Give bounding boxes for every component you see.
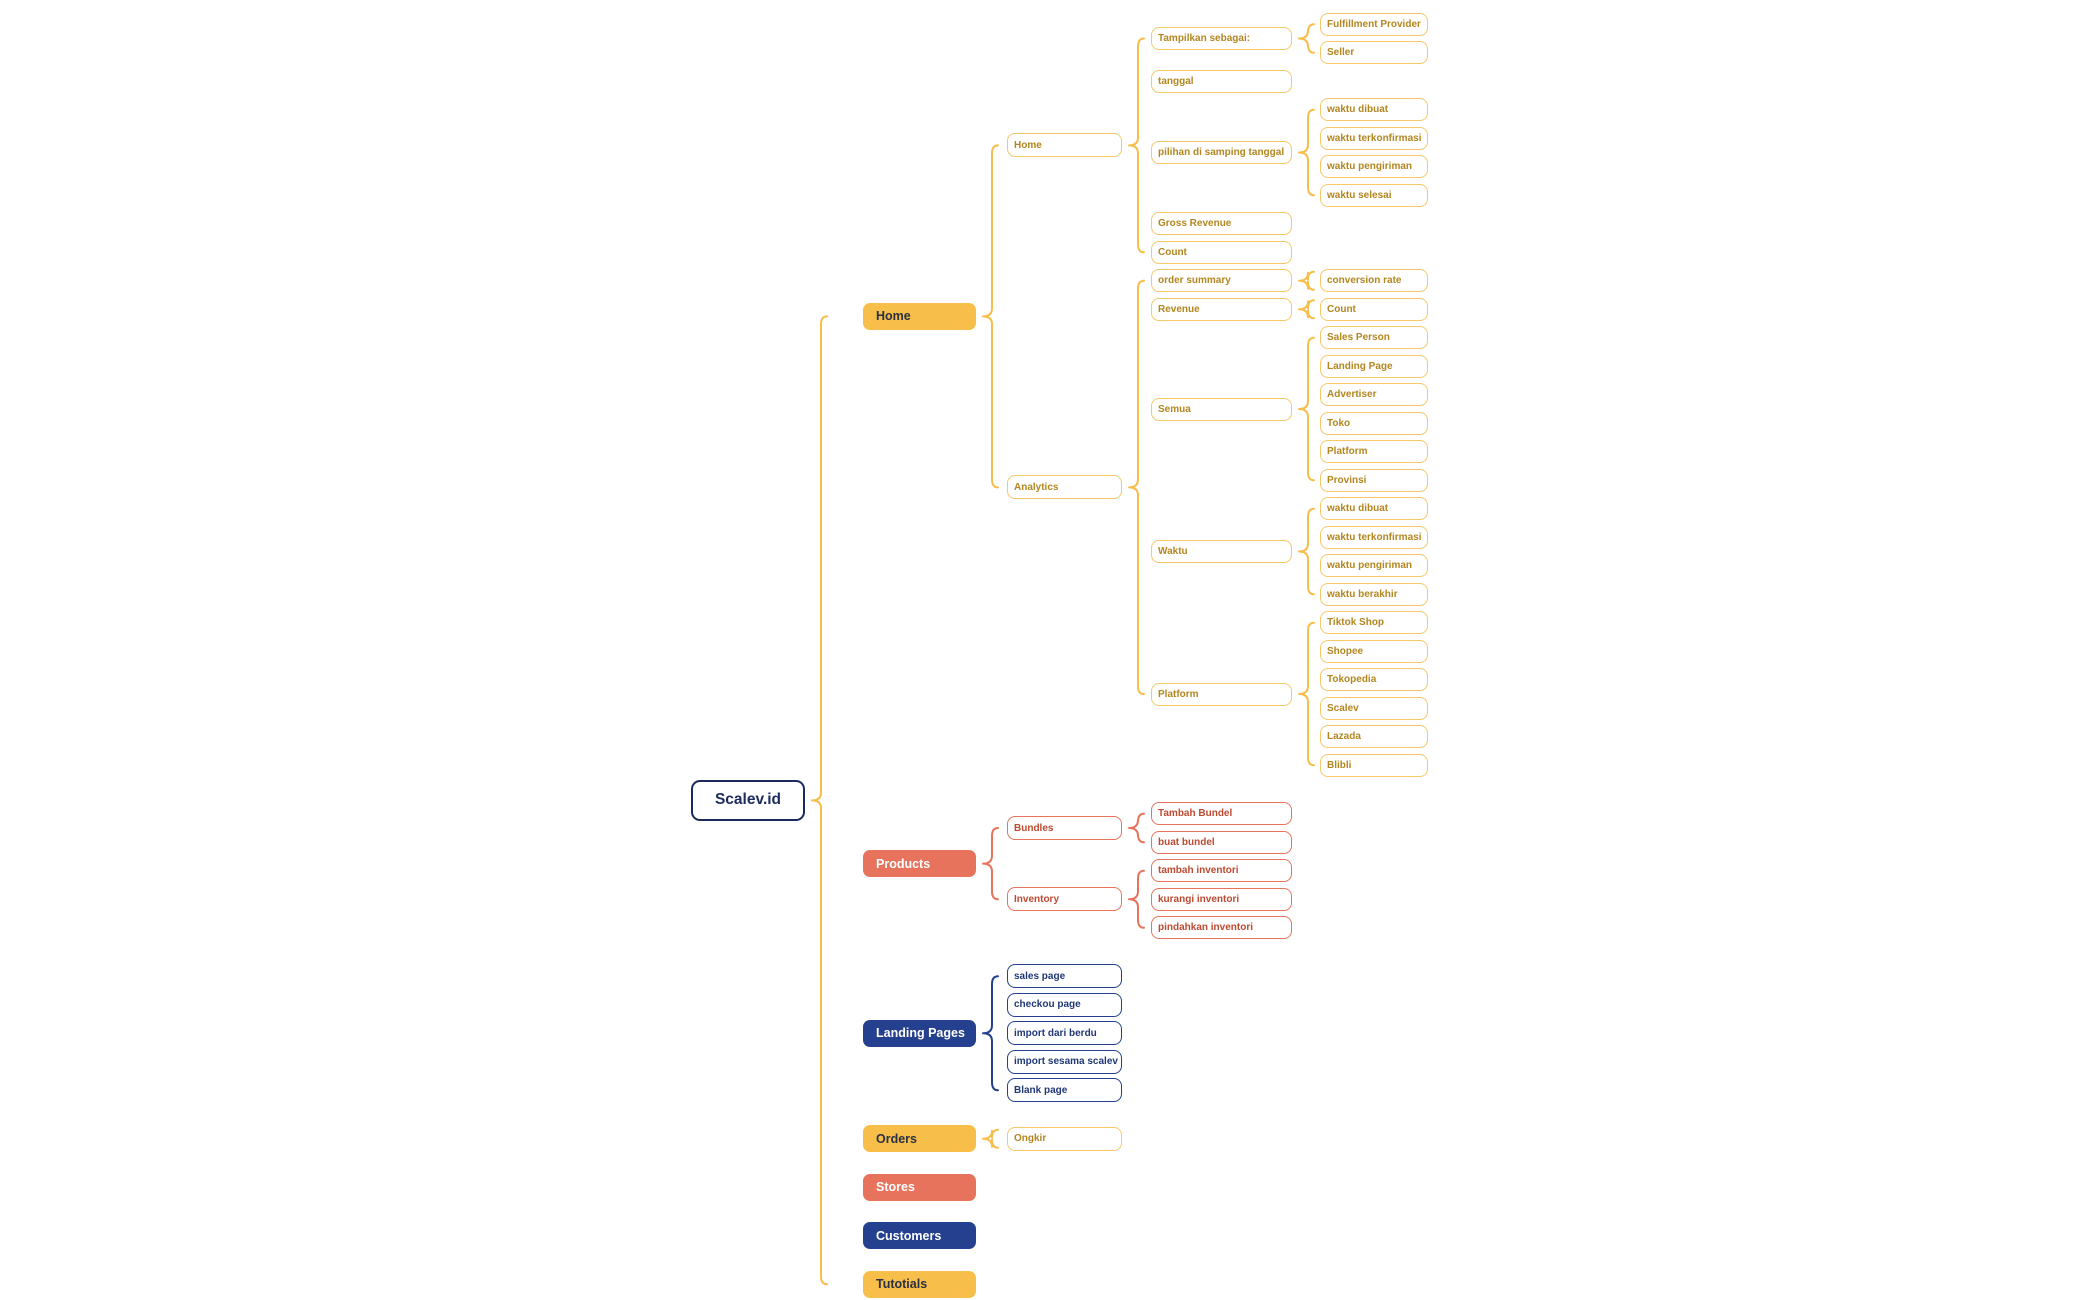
node-buat-bundel[interactable]: buat bundel [1151,831,1292,854]
node-scalev-id[interactable]: Scalev.id [691,780,805,821]
node-toko[interactable]: Toko [1320,412,1428,435]
node-waktu-berakhir[interactable]: waktu berakhir [1320,583,1428,606]
node-waktu-dibuat[interactable]: waktu dibuat [1320,497,1428,520]
node-pindahkan-inventori[interactable]: pindahkan inventori [1151,916,1292,939]
node-count[interactable]: Count [1151,241,1292,264]
node-provinsi[interactable]: Provinsi [1320,469,1428,492]
node-stores[interactable]: Stores [863,1174,976,1201]
node-inventory[interactable]: Inventory [1007,887,1122,911]
node-waktu[interactable]: Waktu [1151,540,1292,563]
node-tutotials[interactable]: Tutotials [863,1271,976,1298]
brace-connector-analytics [1129,281,1144,694]
node-lazada[interactable]: Lazada [1320,725,1428,748]
brace-connector-landing-pages [983,976,998,1090]
node-count[interactable]: Count [1320,298,1428,321]
node-revenue[interactable]: Revenue [1151,298,1292,321]
node-waktu-pengiriman[interactable]: waktu pengiriman [1320,554,1428,577]
node-landing-pages[interactable]: Landing Pages [863,1020,976,1047]
brace-connector-platform [1299,623,1314,766]
node-products[interactable]: Products [863,850,976,877]
node-bundles[interactable]: Bundles [1007,816,1122,840]
node-fulfillment-provider[interactable]: Fulfillment Provider [1320,13,1428,36]
node-pilihan-di-samping-tanggal[interactable]: pilihan di samping tanggal [1151,141,1292,164]
node-tanggal[interactable]: tanggal [1151,70,1292,93]
node-conversion-rate[interactable]: conversion rate [1320,269,1428,292]
node-kurangi-inventori[interactable]: kurangi inventori [1151,888,1292,911]
node-waktu-pengiriman[interactable]: waktu pengiriman [1320,155,1428,178]
node-tambah-bundel[interactable]: Tambah Bundel [1151,802,1292,825]
node-blank-page[interactable]: Blank page [1007,1078,1122,1102]
brace-connector-revenue [1299,300,1314,318]
brace-connector-home [1129,39,1144,253]
node-tiktok-shop[interactable]: Tiktok Shop [1320,611,1428,634]
node-analytics[interactable]: Analytics [1007,475,1122,499]
node-landing-page[interactable]: Landing Page [1320,355,1428,378]
node-import-sesama-scalev[interactable]: import sesama scalev [1007,1050,1122,1074]
brace-connector-orders [983,1130,998,1148]
node-seller[interactable]: Seller [1320,41,1428,64]
brace-connector-scalev-id [812,316,827,1284]
node-sales-person[interactable]: Sales Person [1320,326,1428,349]
brace-connector-home [983,145,998,487]
node-checkou-page[interactable]: checkou page [1007,993,1122,1017]
node-waktu-selesai[interactable]: waktu selesai [1320,184,1428,207]
node-order-summary[interactable]: order summary [1151,269,1292,292]
node-tokopedia[interactable]: Tokopedia [1320,668,1428,691]
node-orders[interactable]: Orders [863,1125,976,1152]
node-ongkir[interactable]: Ongkir [1007,1127,1122,1151]
node-home[interactable]: Home [863,303,976,330]
node-sales-page[interactable]: sales page [1007,964,1122,988]
brace-connector-tampilkan-sebagai [1299,24,1314,53]
node-customers[interactable]: Customers [863,1222,976,1249]
node-blibli[interactable]: Blibli [1320,754,1428,777]
node-platform[interactable]: Platform [1151,683,1292,706]
brace-connector-inventory [1129,871,1144,928]
brace-connector-semua [1299,338,1314,481]
brace-connector-order-summary [1299,272,1314,290]
brace-connector-pilihan-di-samping-tanggal [1299,110,1314,196]
node-home[interactable]: Home [1007,133,1122,157]
brace-connector-products [983,828,998,899]
node-platform[interactable]: Platform [1320,440,1428,463]
node-tambah-inventori[interactable]: tambah inventori [1151,859,1292,882]
node-scalev[interactable]: Scalev [1320,697,1428,720]
node-waktu-dibuat[interactable]: waktu dibuat [1320,98,1428,121]
node-tampilkan-sebagai[interactable]: Tampilkan sebagai: [1151,27,1292,50]
node-advertiser[interactable]: Advertiser [1320,383,1428,406]
node-import-dari-berdu[interactable]: import dari berdu [1007,1021,1122,1045]
node-gross-revenue[interactable]: Gross Revenue [1151,212,1292,235]
node-waktu-terkonfirmasi[interactable]: waktu terkonfirmasi [1320,127,1428,150]
brace-connector-waktu [1299,509,1314,595]
node-waktu-terkonfirmasi[interactable]: waktu terkonfirmasi [1320,526,1428,549]
node-semua[interactable]: Semua [1151,398,1292,421]
brace-connector-bundles [1129,814,1144,843]
node-shopee[interactable]: Shopee [1320,640,1428,663]
